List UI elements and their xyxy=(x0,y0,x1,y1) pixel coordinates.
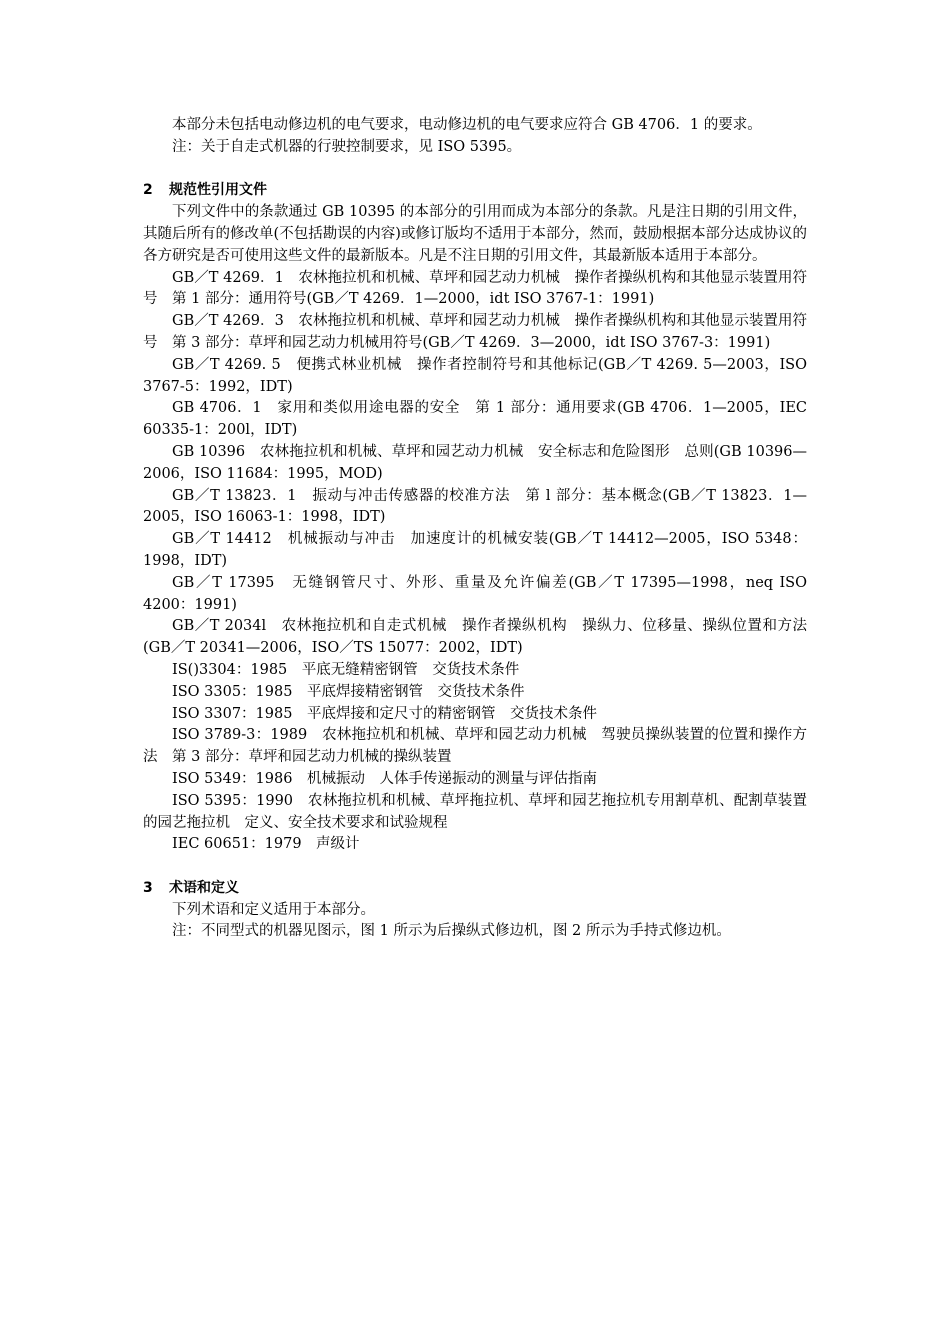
reference-item: GB／T 14412 机械振动与冲击 加速度计的机械安装(GB／T 14412—2005，ISO 5348：1998，IDT) xyxy=(143,531,807,569)
section-2-title: 规范性引用文件 xyxy=(169,182,267,199)
section-2-number: 2 xyxy=(143,182,153,199)
reference-item: GB 4706．1 家用和类似用途电器的安全 第 1 部分：通用要求(GB 4706．1—2005，IEC 60335-1：200l，IDT) xyxy=(143,400,807,439)
reference-item: IEC 60651：1979 声级计 xyxy=(172,836,360,853)
spacer xyxy=(143,159,807,181)
reference-item: IS()3304：1985 平底无缝精密钢管 交货技术条件 xyxy=(172,661,520,678)
intro-note: 注：关于自走式机器的行驶控制要求，见 ISO 5395。 xyxy=(172,138,522,155)
reference-item: GB／T 17395 无缝钢管尺寸、外形、重量及允许偏差(GB／T 17395—1998，neq ISO 4200：1991) xyxy=(143,574,807,613)
reference-item: ISO 5395：1990 农林拖拉机和机械、草坪拖拉机、草坪和园艺拖拉机专用割草机、配割草装置的园艺拖拉机 定义、安全技术要求和试验规程 xyxy=(143,792,807,831)
section-3-heading xyxy=(143,878,807,900)
reference-item: GB／T 4269．1 农林拖拉机和机械、草坪和园艺动力机械 操作者操纵机构和其他显示装置用符号 第 1 部分：通用符号(GB／T 4269．1—2000，idt ISO 3767-1：1991) xyxy=(143,269,807,308)
reference-item: GB／T 13823．1 振动与冲击传感器的校准方法 第 l 部分：基本概念(GB／T 13823．1—2005，ISO 16063-1：1998，IDT) xyxy=(143,487,807,526)
reference-item: GB／T 2034l 农林拖拉机和自走式机械 操作者操纵机构 操纵力、位移量、操纵位置和方法(GB／T 20341—2006，ISO／TS 15077：2002，IDT) xyxy=(143,618,807,657)
section-3-title: 术语和定义 xyxy=(169,879,239,896)
section-2-paragraph: 下列文件中的条款通过 GB 10395 的本部分的引用而成为本部分的条款。凡是注日期的引用文件，其随后所有的修改单(不包括勘误的内容)或修订版均不适用于本部分，然而，鼓励根据本部分达成协议的各方研究是否可使用这些文件的最新版本。凡是不注日期的引用文件，其最新版本适用于本部分。 xyxy=(143,204,807,264)
reference-item: GB／T 4269. 5 便携式林业机械 操作者控制符号和其他标记(GB／T 4269. 5—2003，ISO 3767-5：1992，IDT) xyxy=(143,356,807,395)
reference-item: ISO 3789-3：1989 农林拖拉机和机械、草坪和园艺动力机械 驾驶员操纵装置的位置和操作方法 第 3 部分：草坪和园艺动力机械的操纵装置 xyxy=(143,727,807,766)
reference-item: GB／T 4269．3 农林拖拉机和机械、草坪和园艺动力机械 操作者操纵机构和其他显示装置用符号 第 3 部分：草坪和园艺动力机械用符号(GB／T 4269．3—2000，idt ISO 3767-3：1991) xyxy=(143,313,807,351)
section-3-number: 3 xyxy=(143,879,153,896)
section-3-note: 注：不同型式的机器见图示，图 1 所示为后操纵式修边机，图 2 所示为手持式修边机。 xyxy=(172,923,731,940)
reference-item: GB 10396 农林拖拉机和机械、草坪和园艺动力机械 安全标志和危险图形 总则(GB 10396—2006，ISO 11684：1995，MOD) xyxy=(143,443,807,482)
reference-item: ISO 3305：1985 平底焊接精密钢管 交货技术条件 xyxy=(172,683,525,700)
intro-paragraph: 本部分未包括电动修边机的电气要求，电动修边机的电气要求应符合 GB 4706．1 的要求。 xyxy=(172,117,762,133)
reference-item: ISO 3307：1985 平底焊接和定尺寸的精密钢管 交货技术条件 xyxy=(172,705,597,722)
document-body xyxy=(143,115,807,943)
spacer xyxy=(143,856,807,878)
section-3-paragraph: 下列术语和定义适用于本部分。 xyxy=(172,901,375,918)
section-2-heading xyxy=(143,180,807,202)
reference-item: ISO 5349：1986 机械振动 人体手传递振动的测量与评估指南 xyxy=(172,770,597,787)
